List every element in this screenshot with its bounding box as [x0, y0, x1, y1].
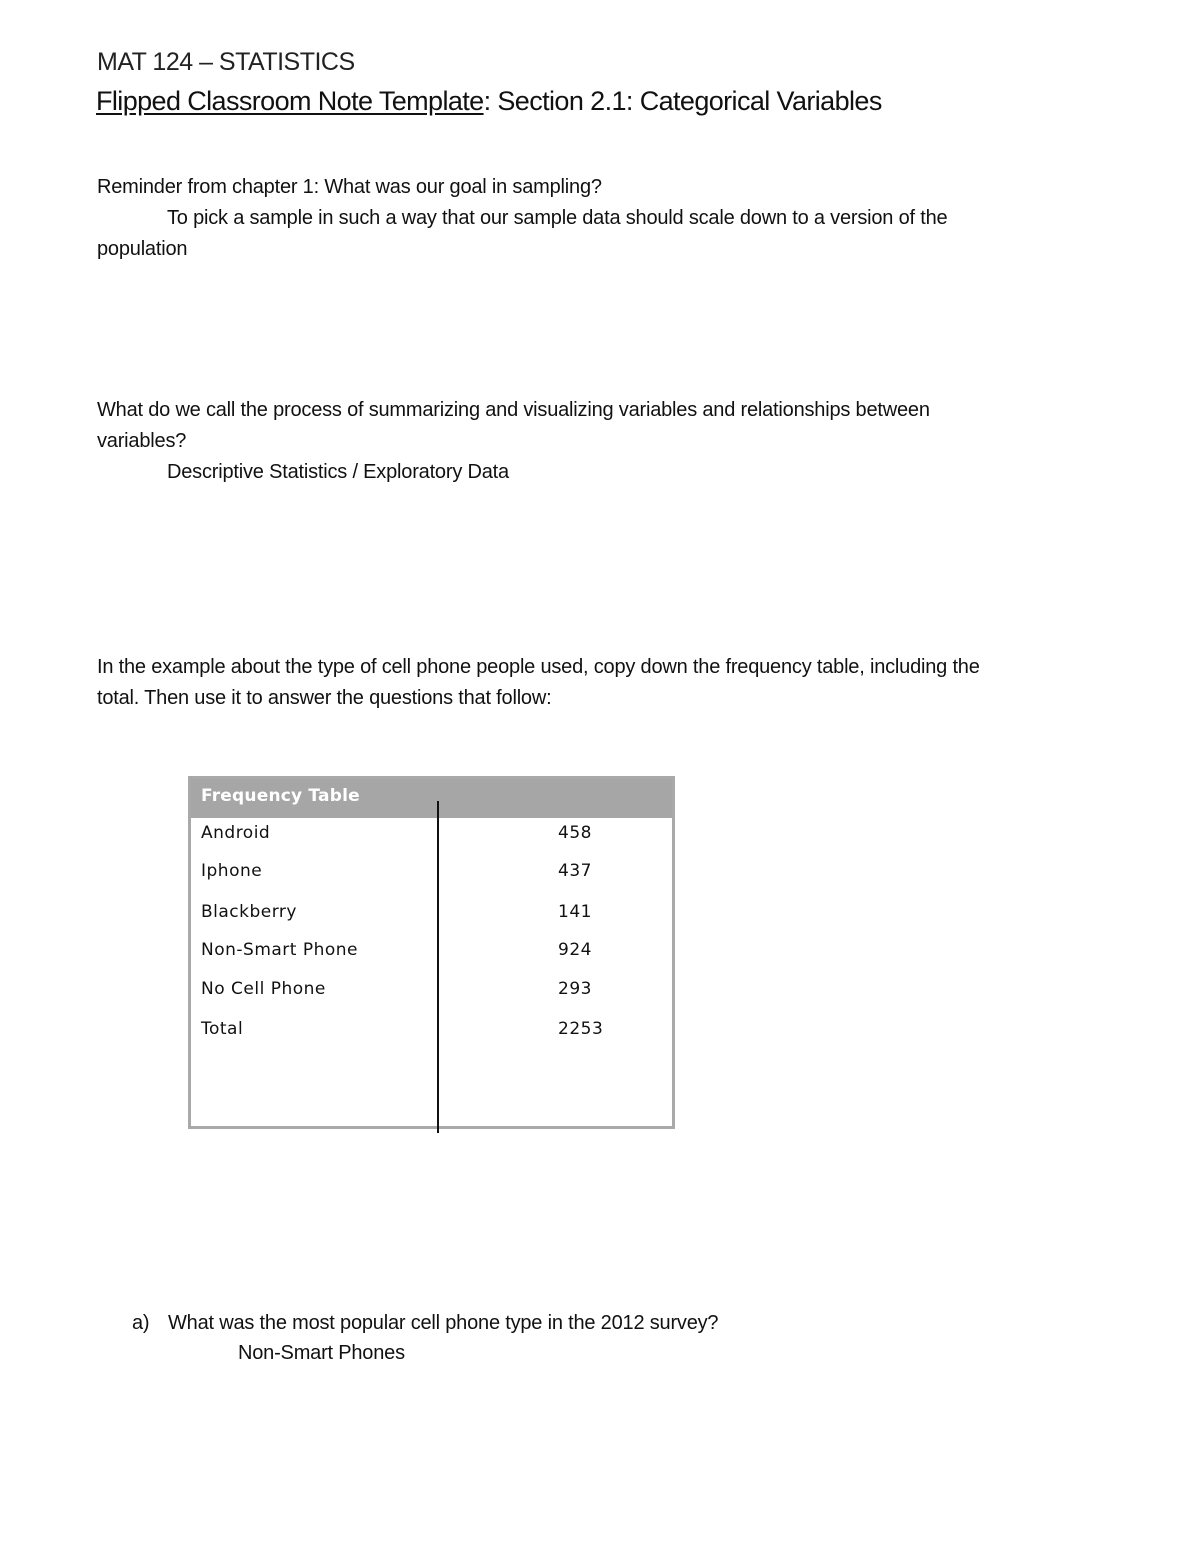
row-category: Total — [201, 1019, 244, 1039]
frequency-table-header-label: Frequency Table — [201, 786, 360, 806]
table-row — [191, 821, 672, 851]
title-rest: : Section 2.1: Categorical Variables — [483, 86, 882, 116]
row-count: 293 — [558, 979, 592, 999]
reminder-answer-line2: population — [97, 238, 188, 260]
table-row — [191, 977, 672, 1007]
process-answer: Descriptive Statistics / Exploratory Data — [167, 461, 509, 483]
table-row — [191, 859, 672, 889]
row-category: Iphone — [201, 861, 263, 881]
instructions-line1: In the example about the type of cell phone people used, copy down the frequency table, including the — [97, 656, 980, 678]
title-underlined: Flipped Classroom Note Template — [96, 86, 484, 116]
row-category: No Cell Phone — [201, 979, 326, 999]
page-title — [96, 86, 882, 117]
table-row-total — [191, 1017, 672, 1047]
row-category: Blackberry — [201, 902, 297, 922]
row-count: 458 — [558, 823, 592, 843]
process-question-line1: What do we call the process of summarizing and visualizing variables and relationships between — [97, 399, 930, 421]
process-question-line2: variables? — [97, 430, 187, 452]
instructions-line2: total. Then use it to answer the questions that follow: — [97, 687, 552, 709]
row-count: 437 — [558, 861, 592, 881]
reminder-answer-line1: To pick a sample in such a way that our sample data should scale down to a version of the — [167, 207, 948, 229]
frequency-table-header — [191, 779, 672, 818]
row-count: 141 — [558, 902, 592, 922]
question-a-label: a) — [132, 1312, 150, 1334]
question-a-answer: Non-Smart Phones — [238, 1342, 405, 1364]
table-row — [191, 900, 672, 930]
row-category: Non-Smart Phone — [201, 940, 359, 960]
row-category: Android — [201, 823, 271, 843]
question-a-text: What was the most popular cell phone type in the 2012 survey? — [168, 1312, 719, 1334]
frequency-table — [188, 776, 675, 1129]
course-title: MAT 124 – STATISTICS — [97, 48, 355, 76]
row-count: 2253 — [558, 1019, 604, 1039]
row-count: 924 — [558, 940, 592, 960]
reminder-question: Reminder from chapter 1: What was our goal in sampling? — [97, 176, 602, 198]
table-row — [191, 938, 672, 968]
